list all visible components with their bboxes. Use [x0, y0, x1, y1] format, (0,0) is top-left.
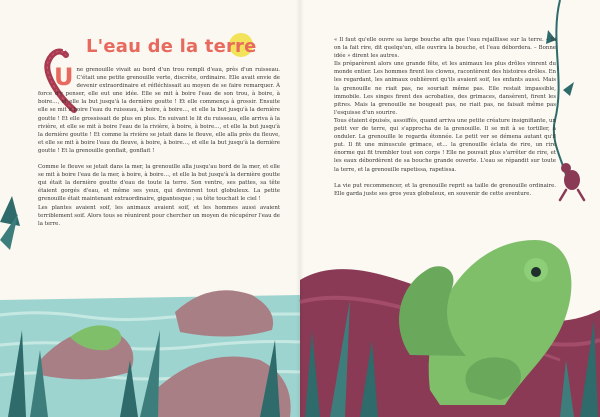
book-gutter [296, 0, 304, 417]
right-story-column [334, 36, 556, 198]
story-paragraph-1-first-part: ne grenouille vivait au bord d'un trou rempli d'eau, près d'un ruisseau. C'était une petite grenouille verte, discrète, ordinaire. Elle avait envie de devenir extraordinaire et réfléchissait au moyen de se faire remarquer. À force d'y penser, elle eut une idée. Elle se mit à boire l'eau de son trou, à boire, à boire…, et elle la but jusqu'à la dernière goutte ! Et elle commença à grossir. Ensuite elle se mit à boire l'eau du ruisseau, à boire, à boire…, et elle la but jusqu'à la [38, 67, 280, 114]
story-paragraph-1 [38, 63, 280, 155]
left-story-column [38, 63, 280, 228]
story-paragraph-5: Ils préparèrent alors une grande fête, et les animaux les plus drôles vinrent du monde entier. Les hommes firent les clowns, racontèrent des histoires drôles. En les regardant, les animaux oublièrent qu'ils avaient soif, les enfants aussi. Mais la grenouille ne riait pas, ne souriait même pas. Elle restait impassible, immobile. Les singes firent des acrobaties, des grimaces, dansèrent, firent les pitres. Mais la grenouille ne bougeait pas, ne riait pas, ne faisait même pas l'esquisse d'un sourire. [334, 61, 556, 116]
drop-cap: U [54, 63, 74, 91]
story-paragraph-7: La vie put recommencer, et la grenouille reprit sa taille de grenouille ordinaire. Elle garda juste ses gros yeux globuleux, en souvenir de cette aventure. [334, 182, 556, 197]
story-paragraph-2: Comme le fleuve se jetait dans la mer, la grenouille alla jusqu'au bord de la mer, et elle se mit à boire l'eau de la mer, à boire, à boire…, et elle la but jusqu'à la dernière goutte qui était la dernière goutte d'eau de toute la terre. Son ventre, ses pattes, sa tête étaient gorgés d'eau, et même ses yeux, qui devinrent tout globuleux. La petite grenouille était maintenant extraordinaire, gigantesque ; sa tête touchait le ciel ! [38, 164, 280, 203]
story-paragraph-4: « Il faut qu'elle ouvre sa large bouche afin que l'eau rejaillisse sur la terre. – Si on la fait rire, dit quelqu'un, elle ouvrira la bouche, et l'eau débordera. – Bonne idée » dirent les autres. [334, 37, 556, 60]
story-paragraph-3: Les plantes avaient soif, les animaux avaient soif, et les hommes aussi avaient terriblement soif. Alors tous se réunirent pour chercher un moyen de récupérer l'eau de la terre. [38, 204, 280, 227]
page-title: L'eau de la terre [86, 36, 257, 57]
story-paragraph-1-rest: dernière goutte ! Et elle grossissait de plus en plus. En suivant le lit du ruisseau, elle arriva à la rivière, et elle se mit à boire l'eau de la rivière, à boire, à boire…, et elle la but jusqu'à la dernière goutte ! Et comme la rivière se jetait dans le fleuve, elle alla près du fleuve, et elle se mit à boire l'eau du fleuve, à boire, à boire…, et elle la but jusqu'à la dernière goutte ! Et la grenouille gonflait, gonflait ! [38, 107, 280, 154]
story-paragraph-6: Tous étaient épuisés, assoiffés, quand arriva une petite créature insignifiante, un petit ver de terre, qui s'approcha de la grenouille. Il se mit à se tortiller, à onduler. La grenouille le regarda étonnée. Le petit ver se démena autant qu'il put. Il fit une minuscule grimace, et… la grenouille éclata de rire, un rire énorme qui fit trembler tout son corps ! Elle ne pouvait plus s'arrêter de rire, et les eaux débordèrent de sa bouche grande ouverte. L'eau se répandit sur toute la terre, et la grenouille rapetissa, rapetissa. [334, 117, 556, 173]
left-grass-top [0, 196, 20, 250]
